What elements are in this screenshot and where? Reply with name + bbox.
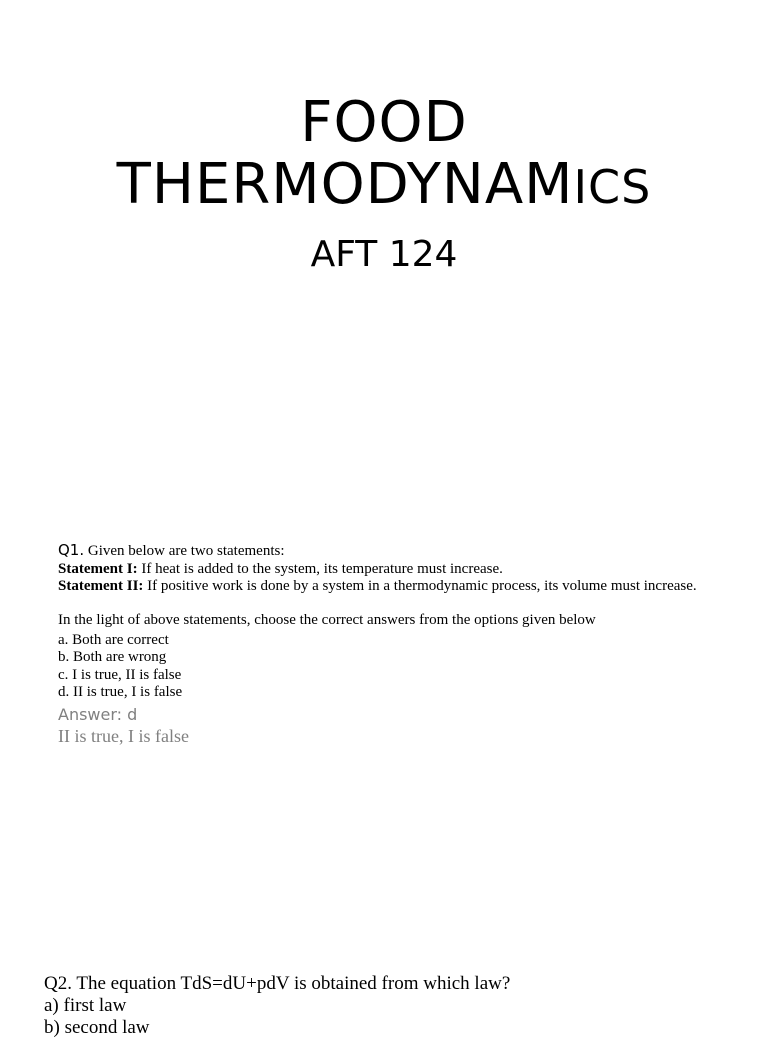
question-1-options (58, 632, 718, 701)
statement-2-text: If positive work is done by a system in a thermodynamic process, its volume must increase. (147, 578, 697, 594)
course-code: AFT 124 (310, 234, 458, 275)
title-line-1: FOOD (300, 90, 468, 155)
option-a: a. Both are correct (58, 632, 169, 648)
title-line-2-main: THERMODYNAM (116, 152, 574, 217)
question-1-instruction: In the light of above statements, choose the correct answers from the options given below (58, 611, 596, 628)
document-title (0, 92, 768, 218)
question-2-text: Q2. The equation TdS=dU+pdV is obtained from which law? (44, 973, 511, 994)
question-1-intro-text: Given below are two statements: (87, 543, 285, 559)
statement-1 (58, 561, 718, 579)
title-line-2 (0, 154, 768, 218)
statement-1-text: If heat is added to the system, its temperature must increase. (141, 560, 503, 577)
statement-1-label: Statement I: (58, 560, 138, 577)
title-line-2-small: ICS (573, 160, 652, 214)
question-1 (58, 542, 718, 747)
question-2-option-b: b) second law (44, 1017, 150, 1038)
answer-text: II is true, I is false (58, 726, 189, 747)
spacer (58, 596, 718, 612)
answer-label: Answer: d (58, 705, 138, 725)
question-1-number: Q1. (58, 541, 85, 559)
option-b: b. Both are wrong (58, 649, 167, 666)
statement-2 (58, 578, 718, 596)
question-2 (44, 973, 744, 1039)
option-c: c. I is true, II is false (58, 666, 182, 683)
question-2-option-a: a) first law (44, 995, 127, 1016)
question-1-intro (58, 542, 718, 561)
option-d: d. II is true, I is false (58, 683, 183, 700)
statement-2-label: Statement II: (58, 578, 144, 594)
